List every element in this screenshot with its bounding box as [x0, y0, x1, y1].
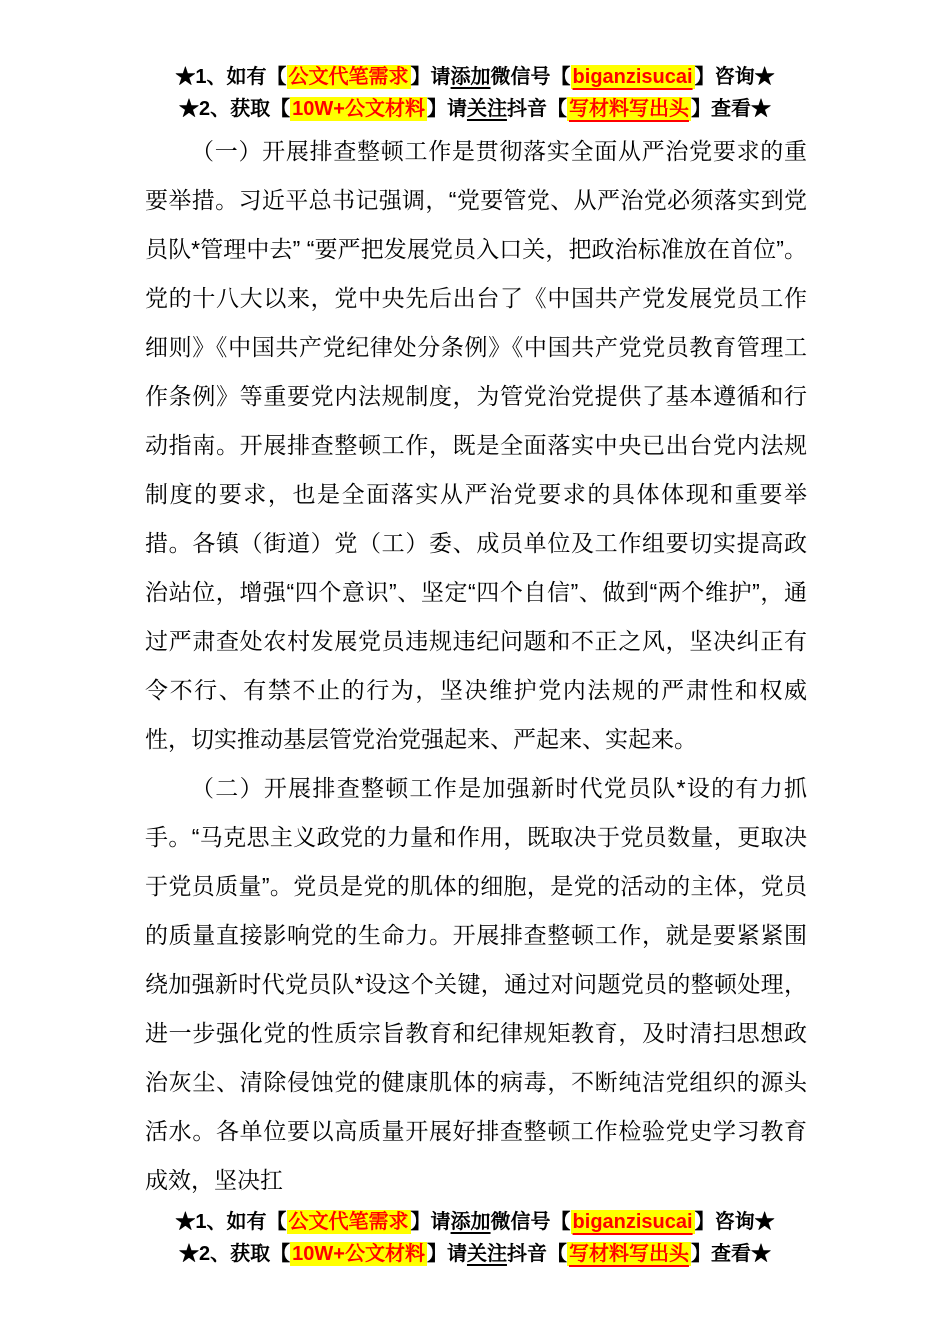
douyin-account-highlight: 写材料写出头	[568, 1243, 689, 1265]
douyin-label: 抖音【	[506, 98, 567, 120]
notice-prefix: ★1、如有【	[175, 1211, 287, 1233]
notice-header	[0, 0, 950, 125]
notice-prefix: ★2、获取【	[179, 1243, 291, 1265]
notice-footer-line-1	[0, 1206, 950, 1238]
notice-prefix: ★1、如有【	[175, 66, 287, 88]
notice-suffix: 】查看★	[690, 1243, 771, 1265]
materials-highlight: 10W+公文材料	[292, 98, 425, 120]
paragraph-2: （二）开展排查整顿工作是加强新时代党员队*设的有力抓手。“马克思主义政党的力量和作用，既取决于党员数量，更取决于党员质量”。党员是党的肌体的细胞，是党的活动的主体，党员的质量直接影响党的生命力。开展排查整顿工作，就是要紧紧围绕加强新时代党员队*设这个关键，通过对问题党员的整顿处理，进一步强化党的性质宗旨教育和纪律规矩教育，及时清扫思想政治灰尘、清除侵蚀党的健康肌体的病毒，不断纯洁党组织的源头活水。各单位要以高质量开展好排查整顿工作检验党史学习教育成效，坚决扛	[145, 775, 807, 1193]
douyin-account-highlight: 写材料写出头	[568, 98, 689, 120]
notice-footer-line-2	[0, 1238, 950, 1270]
notice-mid: 】请	[410, 66, 451, 88]
wechat-label: 微信号【	[490, 66, 571, 88]
paragraph-1: （一）开展排查整顿工作是贯彻落实全面从严治党要求的重要举措。习近平总书记强调，“党要管党、从严治党必须落实到党员队*管理中去” “要严把发展党员入口关，把政治标准放在首位”。党的十八大以来，党中央先后出台了《中国共产党发展党员工作细则》《中国共产党纪律处分条例》《中国共产党党员教育管理工作条例》等重要党内法规制度，为管党治党提供了基本遵循和行动指南。开展排查整顿工作，既是全面落实中央已出台党内法规制度的要求，也是全面落实从严治党要求的具体体现和重要举措。各镇（街道）党（工）委、成员单位及工作组要切实提高政治站位，增强“四个意识”、坚定“四个自信”、做到“两个维护”，通过严肃查处农村发展党员违规违纪问题和不正之风，坚决纠正有令不行、有禁不止的行为，坚决维护党内法规的严肃性和权威性，切实推动基层管党治党强起来、严起来、实起来。	[145, 138, 807, 752]
service-highlight: 公文代笔需求	[288, 1211, 409, 1233]
materials-highlight: 10W+公文材料	[292, 1243, 425, 1265]
follow-action-underlined: 关注	[466, 98, 507, 120]
notice-header-line-1	[0, 61, 950, 93]
douyin-label: 抖音【	[506, 1243, 567, 1265]
notice-mid: 】请	[410, 1211, 451, 1233]
add-action-underlined: 添加	[450, 1211, 491, 1233]
wechat-label: 微信号【	[490, 1211, 571, 1233]
notice-footer	[0, 1206, 950, 1270]
document-body	[145, 127, 807, 1205]
wechat-id-highlight: biganzisucai	[572, 66, 693, 88]
notice-suffix: 】咨询★	[694, 1211, 775, 1233]
notice-prefix: ★2、获取【	[179, 98, 291, 120]
notice-mid: 】请	[426, 98, 467, 120]
notice-suffix: 】查看★	[690, 98, 771, 120]
notice-header-line-2	[0, 93, 950, 125]
notice-mid: 】请	[426, 1243, 467, 1265]
follow-action-underlined: 关注	[466, 1243, 507, 1265]
wechat-id-highlight: biganzisucai	[572, 1211, 693, 1233]
service-highlight: 公文代笔需求	[288, 66, 409, 88]
add-action-underlined: 添加	[450, 66, 491, 88]
notice-suffix: 】咨询★	[694, 66, 775, 88]
